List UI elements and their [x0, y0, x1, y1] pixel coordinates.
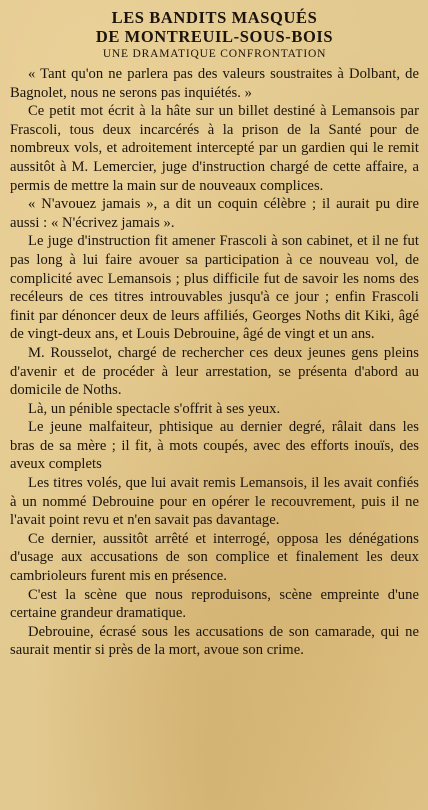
paragraph: « Tant qu'on ne parlera pas des valeurs soustraites à Dolbant, de Bagnolet, nous ne serons pas inquiétés. » — [10, 66, 419, 101]
paragraph: Le jeune malfaiteur, phtisique au dernier degré, râlait dans les bras de sa mère ; il fit, à mots coupés, avec des efforts inouïs, des aveux complets — [10, 419, 419, 473]
headline-line-1: LES BANDITS MASQUÉS — [111, 8, 318, 27]
article-body — [10, 65, 419, 660]
headline — [10, 8, 419, 46]
headline-line-2: DE MONTREUIL-SOUS-BOIS — [95, 27, 334, 46]
paragraph: Le juge d'instruction fit amener Frascoli à son cabinet, et il ne fut pas long à lui faire avouer sa participation à ce nouveau vol, de complicité avec Lemansois ; plus difficile fut de savoir les noms des recéleurs de ces titres introuvables jusqu'à ce jour ; enfin Frascoli finit par dénoncer deux de leurs affiliés, Georges Noths dit Kiki, âgé de vingt-deux ans, et Louis Debrouine, âgé de vingt et un ans. — [10, 233, 419, 343]
paragraph: Là, un pénible spectacle s'offrit à ses yeux. — [28, 400, 281, 417]
paragraph: Ce petit mot écrit à la hâte sur un billet destiné à Lemansois par Frascoli, tous deux incarcérés à la prison de la Santé pour de nombreux vols, et adroitement intercepté par un gardien qui le remit aussitôt à M. Lemercier, juge d'instruction chargé de cette affaire, a permis de mettre la main sur de nouveaux complices. — [10, 103, 419, 194]
paragraph: « N'avouez jamais », a dit un coquin célèbre ; il aurait pu dire aussi : « N'écrivez jamais ». — [10, 196, 419, 231]
paragraph: Ce dernier, aussitôt arrêté et interrogé, opposa les dénégations d'usage aux accusations de son complice et finalement les deux cambrioleurs furent mis en présence. — [10, 530, 419, 585]
paragraph: C'est la scène que nous reproduisons, scène empreinte d'une certaine grandeur dramatique. — [10, 586, 419, 622]
paragraph: Les titres volés, que lui avait remis Lemansois, il les avait confiés à un nommé Debrouine pour en opérer le recouvrement, puis il ne l'avait point revu et n'en savait pas davantage. — [10, 475, 419, 529]
subheadline: UNE DRAMATIQUE CONFRONTATION — [102, 48, 327, 60]
paragraph: Debrouine, écrasé sous les accusations de son camarade, qui ne saurait mentir si près de la mort, avoue son crime. — [10, 623, 419, 659]
paragraph: M. Rousselot, chargé de rechercher ces deux jeunes gens pleins d'avenir et de procéder à leur arrestation, se présenta d'abord au domicile de Noths. — [10, 344, 419, 399]
